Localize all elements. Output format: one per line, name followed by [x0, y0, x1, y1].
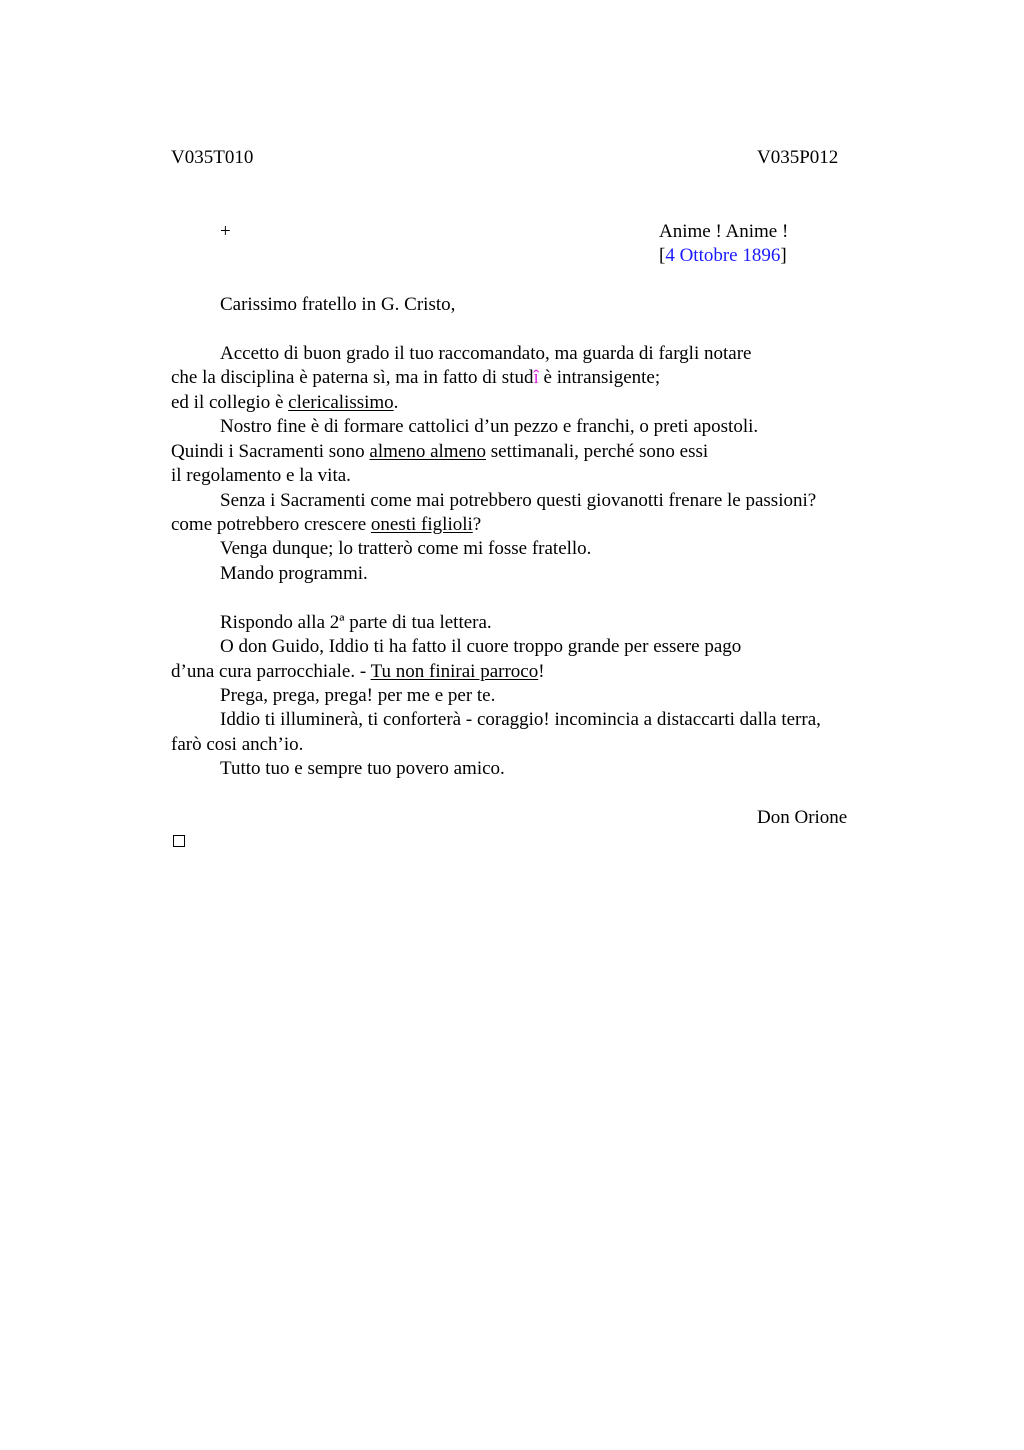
body-line: Venga dunque; lo tratterò come mi fosse fratello.: [220, 538, 592, 559]
body-line: Rispondo alla 2ª parte di tua lettera.: [220, 612, 492, 633]
salutation: Carissimo fratello in G. Cristo,: [220, 294, 456, 315]
text-segment: è intransigente;: [538, 367, 661, 388]
body-line: [171, 440, 708, 464]
text-segment: come potrebbero crescere: [171, 514, 371, 535]
body-line: Mando programmi.: [220, 563, 368, 584]
body-line: Accetto di buon grado il tuo raccomandato, ma guarda di fargli notare: [220, 343, 752, 364]
document-code-right: V035P012: [757, 147, 839, 168]
text-segment: settimanali, perché sono essi: [486, 441, 709, 462]
text-segment: che la disciplina è paterna sì, ma in fatto di stud: [171, 367, 534, 388]
underlined-text: clericalissimo: [288, 392, 394, 413]
document-code-left: V035T010: [171, 147, 254, 168]
motto: Anime ! Anime !: [659, 221, 789, 242]
body-line: [171, 513, 481, 537]
date-bracket-open: [: [659, 245, 666, 266]
text-segment: d’una cura parrocchiale. -: [171, 661, 371, 682]
editorial-mark: î: [533, 367, 539, 388]
body-line: [171, 391, 398, 415]
body-line: Nostro fine è di formare cattolici d’un pezzo e franchi, o preti apostoli.: [220, 416, 759, 437]
text-segment: ?: [472, 514, 482, 535]
body-line: Iddio ti illuminerà, ti conforterà - coraggio! incomincia a distaccarti dalla terra,: [220, 709, 821, 730]
underlined-text: almeno almeno: [369, 441, 487, 462]
text-segment: .: [393, 392, 399, 413]
end-marker-box-icon: [173, 835, 185, 847]
text-segment: !: [538, 661, 545, 682]
letter-date: [659, 244, 787, 268]
body-line: Tutto tuo e sempre tuo povero amico.: [220, 758, 505, 779]
date-bracket-close: ]: [780, 245, 787, 266]
cross-symbol: +: [220, 221, 231, 242]
text-segment: ed il collegio è: [171, 392, 289, 413]
date-text: 4 Ottobre 1896: [665, 245, 781, 266]
signature: Don Orione: [757, 807, 848, 828]
body-line: il regolamento e la vita.: [171, 465, 351, 486]
body-line: Prega, prega, prega! per me e per te.: [220, 685, 496, 706]
body-line: O don Guido, Iddio ti ha fatto il cuore troppo grande per essere pago: [220, 636, 742, 657]
text-segment: Quindi i Sacramenti sono: [171, 441, 370, 462]
body-line: farò cosi anch’io.: [171, 734, 304, 755]
underlined-text: Tu non finirai parroco: [370, 661, 539, 682]
body-line: Senza i Sacramenti come mai potrebbero questi giovanotti frenare le passioni?: [220, 490, 817, 511]
body-line: [171, 366, 660, 390]
body-line: [171, 660, 545, 684]
underlined-text: onesti figlioli: [370, 514, 473, 535]
